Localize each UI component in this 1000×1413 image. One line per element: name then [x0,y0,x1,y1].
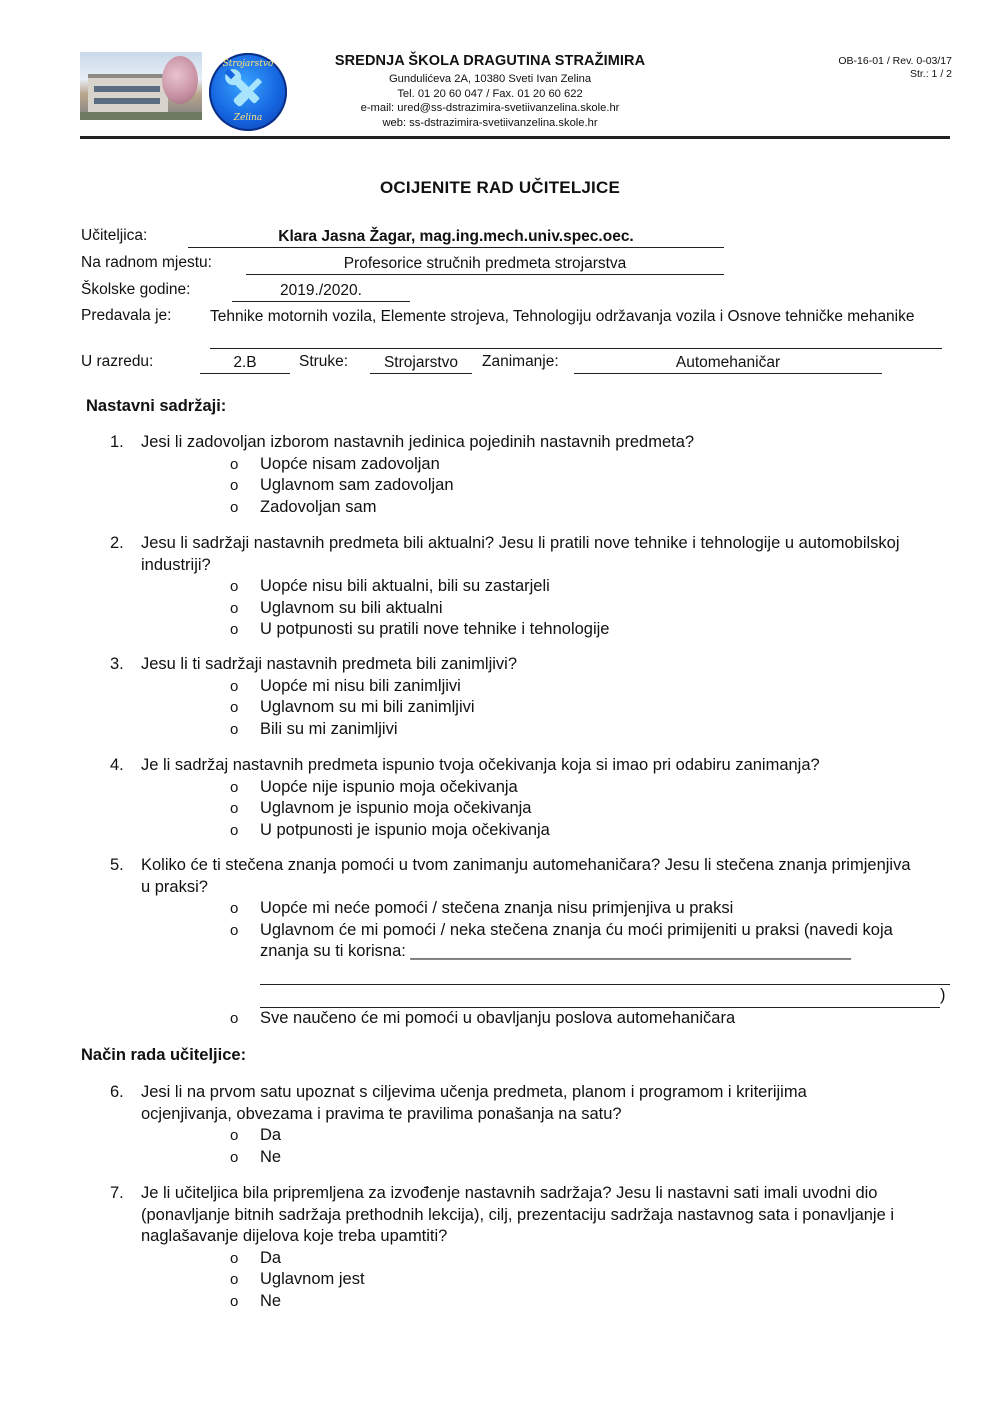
answer-option-label: U potpunosti je ispunio moja očekivanja [260,820,550,839]
page-number: Str.: 1 / 2 [909,68,952,80]
school-year-field[interactable]: 2019./2020. [232,281,410,302]
occupation-field[interactable]: Automehaničar [574,353,882,374]
question-number: 5. [110,856,124,874]
answer-option[interactable] [110,619,910,641]
school-name: SREDNJA ŠKOLA DRAGUTINA STRAŽIMIRA [334,53,646,69]
question-text: Jesu li ti sadržaji nastavnih predmeta bili zanimljivi? [141,655,517,673]
position-label: Na radnom mjestu: [81,254,212,271]
answer-option-label: Uopće nisam zadovoljan [260,454,440,473]
class-label: U razredu: [81,353,154,370]
answer-option[interactable] [110,798,910,820]
answer-option[interactable] [110,676,910,698]
question-number: 7. [110,1184,124,1202]
question-number: 1. [110,433,124,451]
radio-circle-icon[interactable]: o [230,1271,239,1288]
school-year-label: Školske godine: [81,281,191,298]
answer-option-label: Ne [260,1291,282,1310]
field-of-study-field[interactable]: Strojarstvo [370,353,472,374]
school-address: Gundulićeva 2A, 10380 Sveti Ivan Zelina [388,73,592,85]
answer-option[interactable] [110,697,910,719]
question-text: Jesi li na prvom satu upoznat s ciljevima učenja predmeta, planom i programom i kriterijima ocjenjivanja, obvezama i pravima te pravilima ponašanja na satu? [141,1083,807,1123]
class-field[interactable]: 2.B [200,353,290,374]
question-5 [110,855,950,1029]
answer-option-label: Uglavnom su bili aktualni [260,598,443,617]
taught-subjects-field[interactable]: Tehnike motornih vozila, Elemente strojeva, Tehnologiju održavanja vozila i Osnove tehničke mehanike [210,308,915,325]
radio-circle-icon[interactable]: o [230,1009,239,1027]
answer-option-label: U potpunosti su pratili nove tehnike i tehnologije [260,620,610,638]
question-number: 3. [110,655,124,673]
radio-circle-icon[interactable]: o [230,1127,239,1144]
radio-circle-icon[interactable]: o [230,900,239,917]
answer-option-label: Da [260,1126,282,1144]
answer-option-label: Sve naučeno će mi pomoći u obavljanju poslova automehaničara [260,1008,736,1027]
answer-option-label: Uopće nisu bili aktualni, bili su zastarjeli [260,577,550,595]
answer-option-label: Ne [260,1147,282,1166]
answer-option[interactable] [110,777,910,799]
answer-option[interactable] [110,1147,910,1169]
school-building-photo [80,52,202,120]
answer-option[interactable] [110,1248,950,1270]
page-title: OCIJENITE RAD UČITELJICE [380,178,620,197]
radio-circle-icon[interactable]: o [230,1148,239,1166]
radio-circle-icon[interactable]: o [230,800,239,817]
occupation-label: Zanimanje: [482,353,559,370]
radio-circle-icon[interactable]: o [230,778,239,796]
radio-circle-icon[interactable]: o [230,498,239,516]
closing-parenthesis: ) [940,986,946,1004]
answer-option[interactable] [110,898,950,920]
radio-circle-icon[interactable]: o [230,821,239,839]
question-4 [110,755,910,841]
answer-option-label: Uopće mi nisu bili zanimljivi [260,676,461,695]
answer-option-label: Uglavnom sam zadovoljan [260,476,454,494]
question-text: Koliko će ti stečena znanja pomoći u tvom zanimanju automehaničara? Jesu li stečena znanja primjenjiva u praksi? [141,856,911,896]
school-info [290,53,690,130]
school-web: web: ss-dstrazimira-svetiivanzelina.skole.hr [382,116,598,129]
answer-blank-line[interactable] [260,985,946,1008]
content-section-heading: Nastavni sadržaji: [86,397,227,415]
question-3 [110,654,910,740]
radio-circle-icon[interactable]: o [230,1292,239,1310]
answer-option[interactable] [110,1125,910,1147]
answer-option-label: Uglavnom jest [260,1270,365,1288]
answer-option-label: Uglavnom će mi pomoći / neka stečena znanja ću moći primijeniti u praksi (navedi koja znanja su ti korisna: ________________________________________________ [260,920,893,960]
document-code [838,55,952,81]
question-text: Jesi li zadovoljan izborom nastavnih jedinica pojedinih nastavnih predmeta? [141,433,695,451]
field-of-study-label: Struke: [299,353,349,370]
teacher-field[interactable]: Klara Jasna Žagar, mag.ing.mech.univ.spec.oec. [188,227,724,248]
radio-circle-icon[interactable]: o [230,621,239,638]
answer-option-label: Zadovoljan sam [260,497,377,516]
radio-circle-icon[interactable]: o [230,455,239,473]
answer-option[interactable] [110,1008,950,1030]
question-number: 4. [110,756,124,774]
school-email: e-mail: ured@ss-dstrazimira-svetiivanzelina.skole.hr [360,102,620,114]
question-number: 2. [110,534,124,552]
question-text: Jesu li sadržaji nastavnih predmeta bili aktualni? Jesu li pratili nove tehnike i tehnologije u automobilskoj industriji? [141,534,900,574]
radio-circle-icon[interactable]: o [230,699,239,716]
radio-circle-icon[interactable]: o [230,921,239,939]
answer-option[interactable] [110,497,910,519]
logo-top-text: Strojarstvo [222,59,274,69]
answer-option-label: Da [260,1248,282,1267]
answer-option[interactable] [110,454,910,476]
answer-blank-line[interactable] [260,963,950,986]
taught-label: Predavala je: [81,307,172,324]
question-6 [110,1082,910,1168]
answer-option[interactable] [110,920,950,963]
radio-circle-icon[interactable]: o [230,1249,239,1267]
header-divider [80,136,950,139]
radio-circle-icon[interactable]: o [230,477,239,494]
school-logo [209,53,287,131]
answer-option[interactable] [110,475,910,497]
question-text: Je li sadržaj nastavnih predmeta ispunio tvoja očekivanja koja si imao pri odabiru zanimanja? [141,756,820,774]
radio-circle-icon[interactable]: o [230,578,239,595]
teacher-label: Učiteljica: [81,227,148,244]
answer-option[interactable] [110,1291,950,1313]
answer-option[interactable] [110,820,910,842]
position-field[interactable]: Profesorice stručnih predmeta strojarstva [246,254,724,275]
answer-option[interactable] [110,576,910,598]
radio-circle-icon[interactable]: o [230,599,239,617]
answer-option[interactable] [110,719,910,741]
logo-bottom-text: Zelina [233,113,263,123]
question-2 [110,533,910,641]
radio-circle-icon[interactable]: o [230,720,239,738]
answer-option-label: Uopće nije ispunio moja očekivanja [260,777,518,796]
method-section-heading: Način rada učiteljice: [81,1046,247,1064]
answer-option[interactable] [110,598,910,620]
question-number: 6. [110,1083,124,1101]
answer-option[interactable] [110,1269,950,1291]
taught-subjects-underline [210,348,942,349]
question-1 [110,432,910,518]
question-7 [110,1183,950,1312]
answer-option-label: Uopće mi neće pomoći / stečena znanja nisu primjenjiva u praksi [260,899,734,917]
revision-code: OB-16-01 / Rev. 0-03/17 [838,55,952,67]
radio-circle-icon[interactable]: o [230,677,239,695]
school-phone: Tel. 01 20 60 047 / Fax. 01 20 60 622 [397,87,583,100]
answer-option-label: Uglavnom su mi bili zanimljivi [260,698,475,716]
answer-option-label: Uglavnom je ispunio moja očekivanja [260,799,532,817]
question-text: Je li učiteljica bila pripremljena za izvođenje nastavnih sadržaja? Jesu li nastavni sati imali uvodni dio (ponavljanje bitnih sadržaja prethodnih lekcija), cilj, prezentaciju sadržaja nastavnog sata i ponavljanje i naglašavanje dijelova koje treba upamtiti? [141,1184,895,1245]
answer-option-label: Bili su mi zanimljivi [260,719,398,738]
